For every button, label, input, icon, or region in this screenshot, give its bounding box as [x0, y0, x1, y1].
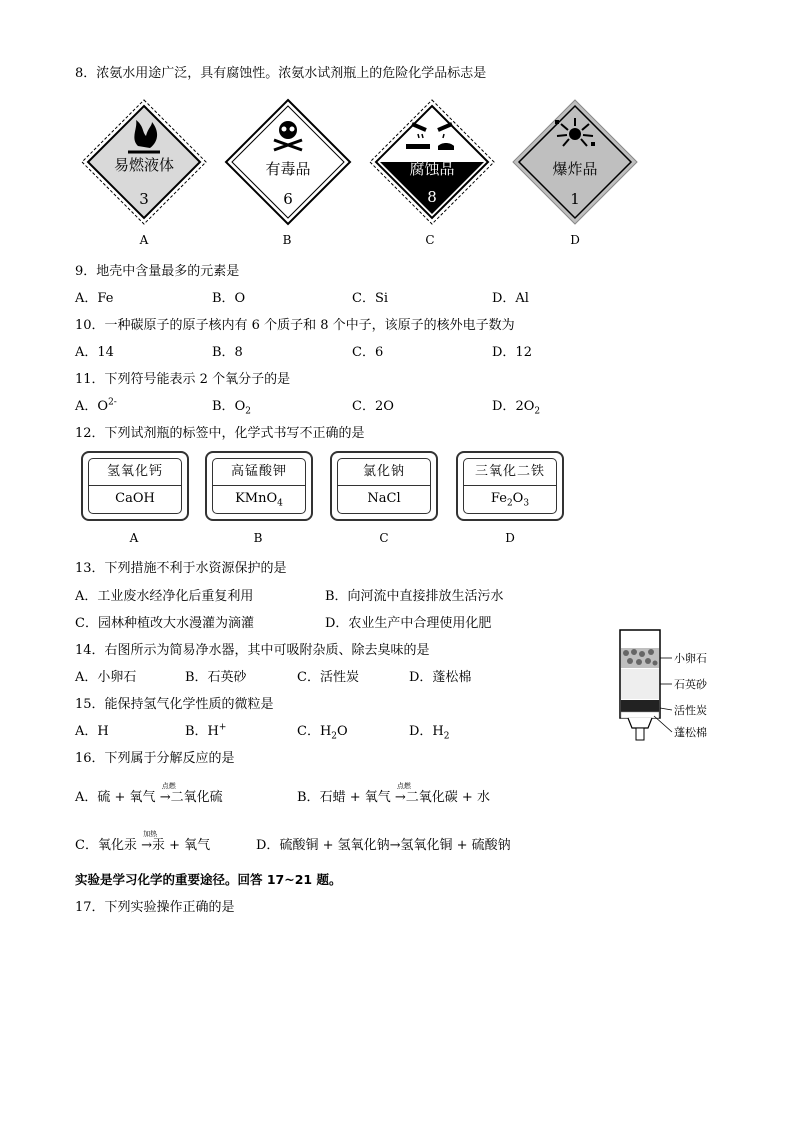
q14-option-c[interactable]: C．活性炭: [297, 670, 359, 685]
q10-stem: 10．一种碳原子的原子核内有 6 个质子和 8 个中子，该原子的核外电子数为: [75, 318, 515, 333]
q13-stem: 13．下列措施不利于水资源保护的是: [75, 561, 287, 576]
filter-label-pebbles: 小卵石: [674, 652, 707, 665]
q15-stem: 15．能保持氢气化学性质的微粒是: [75, 697, 274, 712]
q9-option-d[interactable]: D．Al: [492, 291, 529, 306]
q11-option-c[interactable]: C．2O: [352, 399, 394, 414]
filter-label-cotton: 蓬松棉: [674, 726, 707, 739]
reagent-label-b: [205, 451, 313, 521]
section-intro: 实验是学习化学的重要途径。回答 17~21 题。: [75, 872, 342, 887]
reagent-label-c: [330, 451, 438, 521]
carbon-layer: [621, 700, 659, 712]
label-c-formula: NaCl: [367, 491, 401, 506]
label-d-letter: D: [505, 531, 515, 545]
filter-label-sand: 石英砂: [674, 678, 707, 691]
label-d-name: 三氧化二铁: [464, 459, 556, 486]
q9-option-b[interactable]: B．O: [212, 291, 246, 306]
sign-a-num: 3: [139, 190, 149, 208]
q14-option-b[interactable]: B．石英砂: [185, 670, 247, 685]
sign-c-letter: C: [425, 233, 435, 247]
q9-option-c[interactable]: C．Si: [352, 291, 389, 306]
filter-label-carbon: 活性炭: [674, 704, 707, 717]
sign-a-letter: A: [139, 233, 149, 247]
corrosive-sign: [368, 98, 496, 226]
heat-condition: 加热: [143, 830, 158, 838]
label-c-letter: C: [379, 531, 389, 545]
sign-d-num: 1: [570, 190, 580, 208]
flammable-liquid-sign: [80, 98, 208, 226]
sign-a-text: 易燃液体: [113, 156, 175, 174]
label-a-name: 氢氧化钙: [89, 459, 181, 486]
q14-option-a[interactable]: A．小卵石: [75, 670, 137, 685]
label-a-letter: A: [129, 531, 139, 545]
q15-option-d[interactable]: D．$H_2$: [409, 724, 450, 742]
q15-option-b[interactable]: B．H+: [185, 722, 227, 739]
q16-option-d[interactable]: D．硫酸铜 + 氢氧化钠→氢氧化铜 + 硫酸钠: [256, 838, 511, 853]
q13-option-b[interactable]: B．向河流中直接排放生活污水: [325, 589, 504, 604]
sign-c-text: 腐蚀品: [409, 160, 455, 178]
label-b-formula: KMnO$_4$: [235, 491, 283, 509]
q16-stem: 16．下列属于分解反应的是: [75, 751, 235, 766]
q14-option-d[interactable]: D．蓬松棉: [409, 670, 472, 685]
water-filter-diagram: [610, 628, 740, 756]
sign-d-letter: D: [570, 233, 580, 247]
sign-d-text: 爆炸品: [552, 160, 598, 178]
sand-layer: [621, 669, 659, 699]
q11-option-d[interactable]: D．$2O_2$: [492, 399, 541, 417]
q12-stem: 12．下列试剂瓶的标签中，化学式书写不正确的是: [75, 426, 365, 441]
reagent-label-a: [81, 451, 189, 521]
q9-option-a[interactable]: A．Fe: [75, 291, 114, 306]
label-d-formula: $Fe_2O_3$: [490, 491, 530, 509]
q16-option-b[interactable]: B．石蜡 + 氧气 → 点燃 二氧化碳 + 水: [297, 782, 490, 805]
explosive-sign: [511, 98, 639, 226]
q14-stem: 14．右图所示为简易净水器，其中可吸附杂质、除去臭味的是: [75, 643, 430, 658]
q13-option-a[interactable]: A．工业废水经净化后重复利用: [75, 589, 254, 604]
q13-option-d[interactable]: D．农业生产中合理使用化肥: [325, 616, 492, 631]
q11-option-b[interactable]: B．$O_2$: [212, 399, 251, 417]
q10-option-b[interactable]: B．8: [212, 345, 243, 360]
sign-b-num: 6: [283, 190, 293, 208]
q15-option-a[interactable]: A．H: [75, 724, 109, 739]
label-c-name: 氯化钠: [338, 459, 430, 486]
burn-condition: 点燃: [161, 782, 176, 790]
label-a-formula: CaOH: [115, 491, 155, 506]
q17-stem: 17．下列实验操作正确的是: [75, 900, 235, 915]
burn-condition: 点燃: [396, 782, 411, 790]
label-b-name: 高锰酸钾: [213, 459, 305, 486]
sign-b-text: 有毒品: [265, 160, 311, 178]
q11-option-a[interactable]: A．$O^{2-}$: [75, 397, 117, 414]
toxic-sign: [224, 98, 352, 226]
q15-option-c[interactable]: C．$H_2O$: [297, 724, 348, 742]
q9-stem: 9．地壳中含量最多的元素是: [75, 264, 240, 279]
sign-c-num: 8: [427, 188, 437, 206]
q10-option-a[interactable]: A．14: [75, 345, 114, 360]
q16-option-c[interactable]: C．氧化汞 → 加热 汞 + 氧气: [75, 830, 211, 853]
label-b-letter: B: [253, 531, 263, 545]
sign-b-letter: B: [282, 233, 292, 247]
q11-stem: 11．下列符号能表示 2 个氧分子的是: [75, 372, 291, 387]
q8-stem: 8．浓氨水用途广泛，具有腐蚀性。浓氨水试剂瓶上的危险化学品标志是: [75, 66, 487, 81]
cotton-layer: [621, 712, 659, 718]
q10-option-c[interactable]: C．6: [352, 345, 384, 360]
q13-option-c[interactable]: C．园林种植改大水漫灌为滴灌: [75, 616, 254, 631]
q10-option-d[interactable]: D．12: [492, 345, 532, 360]
reagent-label-d: [456, 451, 564, 521]
q16-option-a[interactable]: A．硫 + 氧气 → 点燃 二氧化硫: [75, 782, 223, 805]
